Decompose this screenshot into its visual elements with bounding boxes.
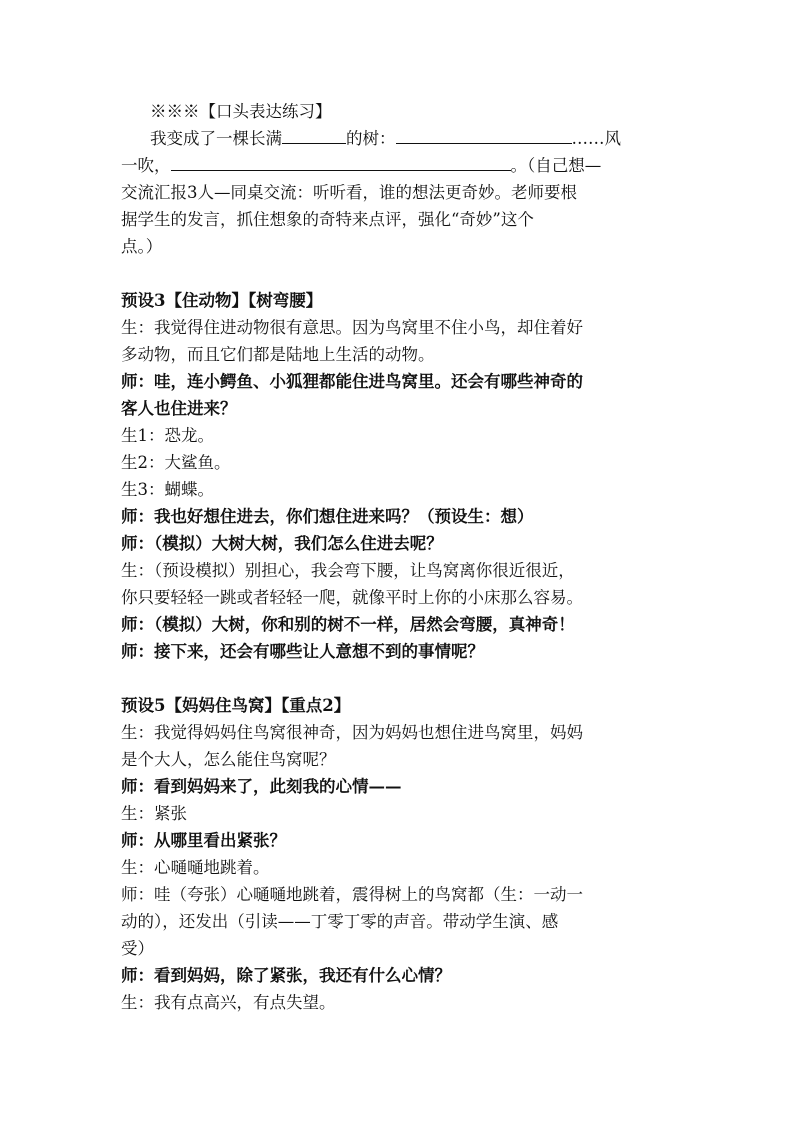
instruction-text: 点。） bbox=[121, 237, 163, 256]
blank-line bbox=[171, 156, 511, 171]
student-line: 生：紧张 bbox=[121, 804, 187, 823]
student-line: 生：（预设模拟）别担心，我会弯下腰，让鸟窝离你很近很近， bbox=[121, 561, 575, 580]
teacher-line: 师：哇（夸张）心嗵嗵地跳着，震得树上的鸟窝都（生：一动一 bbox=[121, 885, 583, 904]
student-line: 多动物，而且它们都是陆地上生活的动物。 bbox=[121, 345, 435, 364]
preset-heading: 预设5【妈妈住鸟窝】【重点2】 bbox=[121, 696, 351, 715]
student-line: 生3：蝴蝶。 bbox=[121, 480, 214, 499]
teacher-line: 师：（模拟）大树，你和别的树不一样，居然会弯腰，真神奇！ bbox=[121, 615, 575, 634]
teacher-line: 师：我也好想住进去，你们想住进来吗？（预设生：想） bbox=[121, 507, 534, 526]
student-line: 是个大人，怎么能住鸟窝呢？ bbox=[121, 750, 336, 769]
teacher-line: 动的），还发出（引读——丁零丁零的声音。带动学生演、感 bbox=[121, 912, 559, 931]
student-line: 生：我觉得妈妈住鸟窝很神奇，因为妈妈也想住进鸟窝里，妈妈 bbox=[121, 723, 583, 742]
fill-blank-prompt: 我变成了一棵长满 的树： ……风 bbox=[150, 129, 621, 148]
teacher-line: 受） bbox=[121, 939, 154, 958]
student-line: 生1：恐龙。 bbox=[121, 426, 214, 445]
student-line: 你只要轻轻一跳或者轻轻一爬，就像平时上你的小床那么容易。 bbox=[121, 588, 583, 607]
teacher-line: 客人也住进来？ bbox=[121, 399, 237, 418]
blank-line bbox=[282, 129, 346, 144]
teacher-line: 师：接下来，还会有哪些让人意想不到的事情呢？ bbox=[121, 642, 484, 661]
student-line: 生2：大鲨鱼。 bbox=[121, 453, 231, 472]
student-line: 生：心嗵嗵地跳着。 bbox=[121, 858, 270, 877]
preset-heading: 预设3【住动物】【树弯腰】 bbox=[121, 291, 323, 310]
fill-blank-prompt: 一吹， 。（自己想— bbox=[121, 156, 602, 175]
instruction-text: 据学生的发言，抓住想象的奇特来点评，强化“奇妙”这个 bbox=[121, 210, 534, 229]
student-line: 生：我有点高兴，有点失望。 bbox=[121, 993, 336, 1012]
teacher-line: 师：从哪里看出紧张？ bbox=[121, 831, 286, 850]
section-heading: ※※※【口头表达练习】 bbox=[150, 102, 332, 121]
teacher-line: 师：哇，连小鳄鱼、小狐狸都能住进鸟窝里。还会有哪些神奇的 bbox=[121, 372, 583, 391]
teacher-line: 师：（模拟）大树大树，我们怎么住进去呢？ bbox=[121, 534, 443, 553]
blank-line bbox=[396, 129, 572, 144]
teacher-line: 师：看到妈妈，除了紧张，我还有什么心情？ bbox=[121, 966, 451, 985]
instruction-text: 交流汇报3人—同桌交流：听听看，谁的想法更奇妙。老师要根 bbox=[121, 183, 577, 202]
teacher-line: 师：看到妈妈来了，此刻我的心情—— bbox=[121, 777, 402, 796]
student-line: 生：我觉得住进动物很有意思。因为鸟窝里不住小鸟，却住着好 bbox=[121, 318, 583, 337]
